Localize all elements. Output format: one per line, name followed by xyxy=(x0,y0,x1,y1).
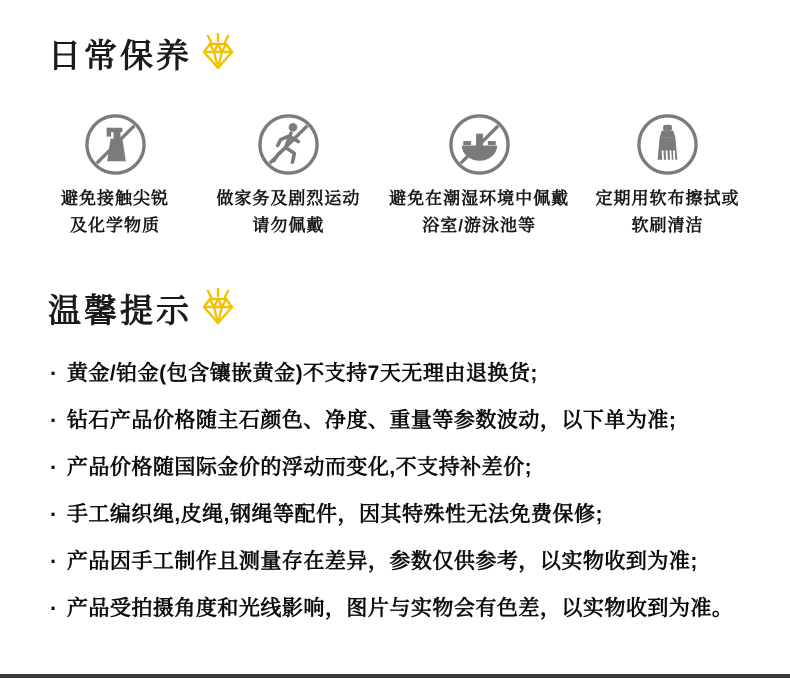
tip-text: 产品价格随国际金价的浮动而变化,不支持补差价; xyxy=(66,456,533,479)
care-caption-line2: 浴室/游泳池等 xyxy=(422,216,537,235)
care-caption xyxy=(216,185,360,239)
bullet-dot: · xyxy=(50,502,58,527)
diamond-icon xyxy=(198,33,238,71)
tips-section-title: 温馨提示 xyxy=(48,292,192,329)
bullet-dot: · xyxy=(50,596,58,621)
care-item-soft-brush xyxy=(585,113,750,239)
tip-text: 黄金/铂金(包含镶嵌黄金)不支持7天无理由退换货; xyxy=(66,362,538,385)
diamond-icon xyxy=(198,288,238,326)
care-section-title: 日常保养 xyxy=(48,37,192,74)
care-item-no-humidity xyxy=(387,113,572,239)
care-caption-line1: 做家务及剧烈运动 xyxy=(216,189,361,208)
bullet-dot: · xyxy=(50,549,58,574)
tip-text: 产品受拍摄角度和光线影响，图片与实物会有色差，以实物收到为准。 xyxy=(66,597,734,620)
bullet-dot: · xyxy=(50,408,58,433)
care-caption-line1: 避免在潮湿环境中佩戴 xyxy=(389,189,570,208)
care-icons-row xyxy=(0,113,790,239)
tip-item xyxy=(50,407,770,434)
tips-list xyxy=(0,360,790,622)
care-caption xyxy=(61,185,169,239)
no-housework-exercise-icon xyxy=(257,113,320,176)
no-chemical-spray-icon xyxy=(84,113,147,176)
care-item-no-chemicals xyxy=(40,113,190,239)
tip-text: 钻石产品价格随主石颜色、净度、重量等参数波动，以下单为准; xyxy=(66,409,677,432)
care-caption-line2: 请勿佩戴 xyxy=(252,216,325,235)
tips-section-header xyxy=(0,285,790,332)
no-humid-environment-icon xyxy=(448,113,511,176)
tip-item xyxy=(50,548,770,575)
care-caption xyxy=(595,185,739,239)
tip-item xyxy=(50,360,770,387)
tip-item xyxy=(50,454,770,481)
bullet-dot: · xyxy=(50,455,58,480)
care-caption-line1: 定期用软布擦拭或 xyxy=(595,189,740,208)
care-caption-line2: 软刷清洁 xyxy=(631,216,704,235)
tip-item xyxy=(50,595,770,622)
care-caption-line1: 避免接触尖锐 xyxy=(61,189,169,208)
bullet-dot: · xyxy=(50,361,58,386)
care-caption xyxy=(389,185,569,239)
care-caption-line2: 及化学物质 xyxy=(70,216,160,235)
care-item-no-exercise xyxy=(203,113,373,239)
soft-brush-clean-icon xyxy=(636,113,699,176)
bottom-divider-bar xyxy=(0,674,790,678)
tip-text: 产品因手工制作且测量存在差异，参数仅供参考，以实物收到为准; xyxy=(66,550,698,573)
tip-item xyxy=(50,501,770,528)
tip-text: 手工编织绳,皮绳,钢绳等配件，因其特殊性无法免费保修; xyxy=(66,503,603,526)
care-section-header xyxy=(0,0,790,77)
